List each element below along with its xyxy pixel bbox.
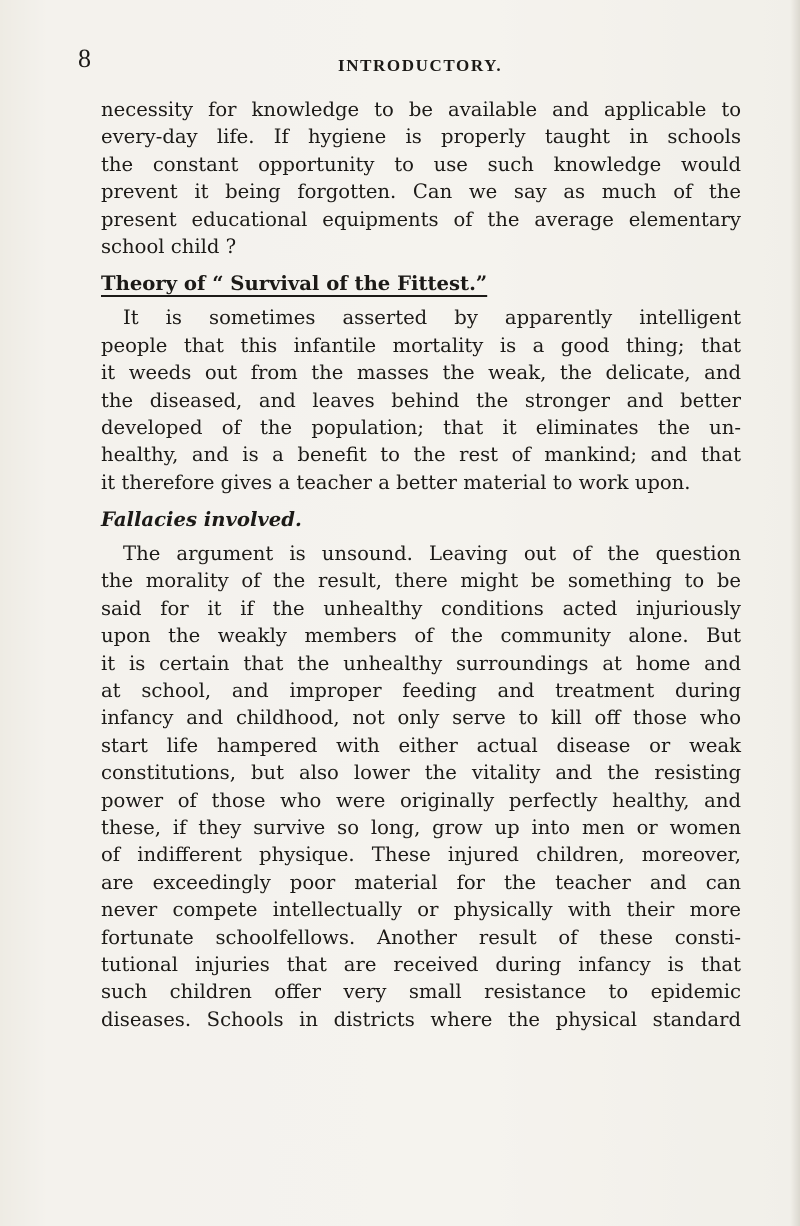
text-line: present educational equipments of the average elementary	[101, 207, 741, 231]
text-line: never compete intellectually or physically with their more	[101, 898, 741, 922]
text-line: it is certain that the unhealthy surroundings at home and	[101, 651, 741, 675]
text-line: such children offer very small resistance to epidemic	[101, 980, 741, 1004]
text-line: healthy, and is a benefit to the rest of mankind; and that	[101, 443, 741, 467]
text-line: fortunate schoolfellows. Another result of these consti-	[101, 925, 741, 949]
text-line: tutional injuries that are received during infancy is that	[101, 952, 741, 976]
text-line: school child ?	[101, 234, 237, 258]
text-line: the constant opportunity to use such knowledge would	[101, 152, 741, 176]
paragraph-1	[101, 96, 741, 260]
text-line: diseases. Schools in districts where the physical standard	[101, 1007, 741, 1031]
text-line: people that this infantile mortality is a good thing; that	[101, 333, 741, 357]
paragraph-2	[101, 304, 741, 496]
text-line: said for it if the unhealthy conditions acted injuriously	[101, 596, 741, 620]
text-line: The argument is unsound. Leaving out of the question	[123, 542, 741, 566]
text-line: at school, and improper feeding and treatment during	[101, 679, 741, 703]
section-heading-fallacies-involved: Fallacies involved.	[101, 508, 302, 532]
text-line: developed of the population; that it eliminates the un-	[101, 415, 741, 439]
text-line: upon the weakly members of the community alone. But	[101, 624, 741, 648]
page-edge-shadow	[790, 0, 800, 1226]
text-line: the diseased, and leaves behind the stronger and better	[101, 388, 741, 412]
text-line: it therefore gives a teacher a better material to work upon.	[101, 470, 691, 494]
text-line: start life hampered with either actual disease or weak	[101, 733, 741, 757]
running-head: INTRODUCTORY.	[338, 56, 503, 75]
text-line: the morality of the result, there might be something to be	[101, 569, 741, 593]
section-heading-survival-of-the-fittest: Theory of “ Survival of the Fittest.”	[101, 272, 488, 296]
page-number: 8	[78, 44, 91, 73]
text-line: necessity for knowledge to be available and applicable to	[101, 98, 741, 121]
text-line: infancy and childhood, not only serve to kill off those who	[101, 706, 741, 730]
text-line: prevent it being forgotten. Can we say as much of the	[101, 180, 741, 204]
body-text	[101, 96, 741, 1033]
text-line: it weeds out from the masses the weak, the delicate, and	[101, 361, 741, 385]
text-line: every-day life. If hygiene is properly taught in schools	[101, 125, 741, 149]
paragraph-3	[101, 540, 741, 1033]
text-line: these, if they survive so long, grow up into men or women	[101, 815, 741, 839]
text-line: power of those who were originally perfectly healthy, and	[101, 788, 741, 812]
text-line: constitutions, but also lower the vitality and the resisting	[101, 761, 741, 785]
text-line: of indifferent physique. These injured children, moreover,	[101, 843, 741, 867]
text-line: are exceedingly poor material for the teacher and can	[101, 870, 741, 894]
text-line: It is sometimes asserted by apparently intelligent	[123, 306, 741, 330]
